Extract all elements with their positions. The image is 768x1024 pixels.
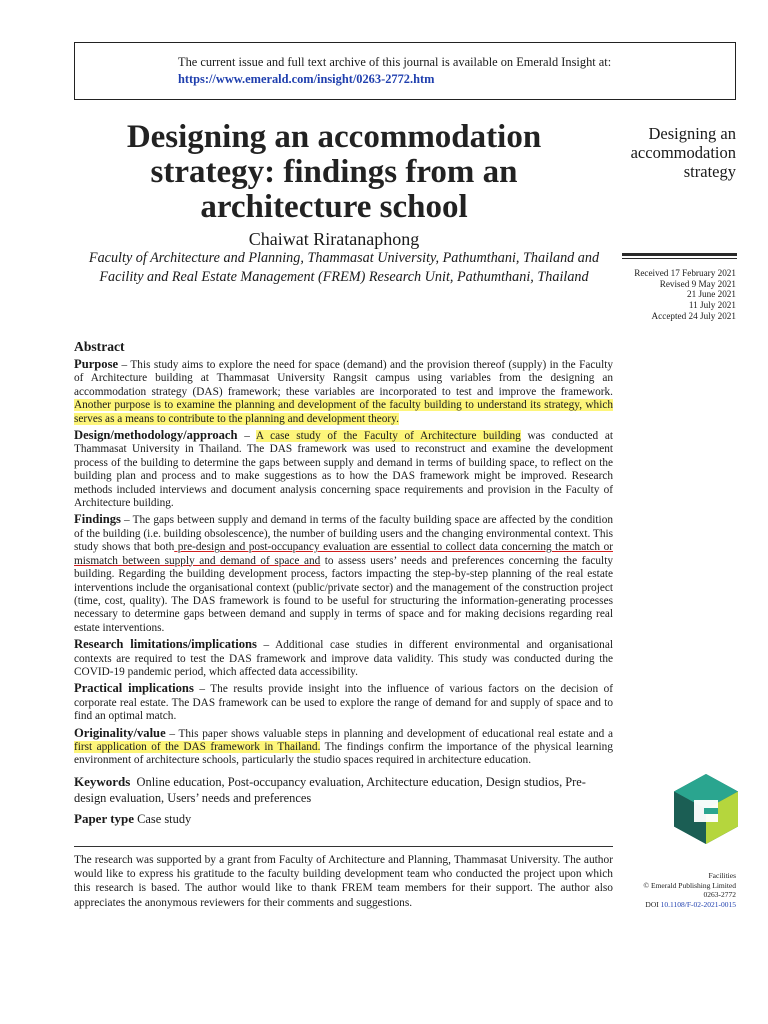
journal-info bbox=[596, 871, 736, 909]
publisher: © Emerald Publishing Limited bbox=[643, 880, 736, 890]
abstract-purpose bbox=[74, 358, 613, 426]
abstract-design bbox=[74, 429, 613, 510]
revised-date-3: 11 July 2021 bbox=[688, 300, 736, 311]
purpose-label: Purpose bbox=[74, 357, 119, 371]
findings-underlined: pre-design and post-occupancy evaluation are essential to collect data concerning the match or mismatch between supply and demand of space and bbox=[74, 541, 613, 567]
accepted-date: Accepted 24 July 2021 bbox=[651, 310, 736, 321]
keywords-text: Online education, Post-occupancy evaluation, Architecture education, Design studios, Pre-design evaluation, Users’ needs and preferences bbox=[74, 775, 586, 805]
originality-label: Originality/value bbox=[74, 725, 166, 740]
limitations-label: Research limitations/implications bbox=[74, 637, 257, 652]
revised-date-2: 21 June 2021 bbox=[687, 289, 736, 300]
abstract-heading: Abstract bbox=[74, 339, 125, 354]
design-text: was conducted at Thammasat University in Thailand. The DAS framework was used to reconstruct and examine the development process of the building to determine the gaps between supply and demand in terms of building space, to reflect on the building plan and process and to make suggestions as to how the DAS framework might be improved. Research methods included interviews and document analysis concerning space requirements and provision in the Faculty of Architecture building. bbox=[74, 430, 613, 510]
purpose-text: – This study aims to explore the need for space (demand) and the provision thereof (supply) in the Faculty of Architecture building at Thammasat University Rangsit campus using variables from the designing an accommodation strategy (DAS) framework; these variables are incorporated to test and improve the framework. bbox=[74, 359, 613, 398]
paper-type-label: Paper type bbox=[74, 811, 135, 826]
emerald-publishing-logo-icon bbox=[674, 774, 738, 844]
article-title: Designing an accommodation strategy: findings from an architecture school bbox=[126, 119, 542, 225]
doi-link[interactable]: 10.1108/F-02-2021-0015 bbox=[660, 899, 736, 909]
notice-text: The current issue and full text archive of this journal is available on Emerald Insight at: bbox=[178, 55, 612, 69]
author-affiliation: Faculty of Architecture and Planning, Thammasat University, Pathumthani, Thailand and Facility and Real Estate Management (FREM) Research Unit, Pathumthani, Thailand bbox=[88, 250, 600, 285]
doi-line bbox=[596, 900, 736, 910]
sidebar-rule-top bbox=[622, 253, 737, 256]
design-label: Design/methodology/approach bbox=[74, 428, 238, 443]
article-history bbox=[596, 268, 736, 322]
practical-text: – The results provide insight into the influence of various factors on the decision of corporate real estate. The DAS framework can be used to explore the range of demand for and supply of space and to find an optimal match. bbox=[74, 683, 613, 723]
journal-availability-notice bbox=[74, 42, 736, 100]
design-dash: – bbox=[237, 430, 256, 443]
funding-acknowledgement: The research was supported by a grant from Faculty of Architecture and Planning, Thammasat University. The author would like to express his gratitude to the faculty building development team who conducted the project upon which this research is based. The author would like to thank FREM team members for their support. The author also appreciates the anonymous reviewers for their comments and suggestions. bbox=[74, 854, 613, 909]
paper-type-value: Case study bbox=[137, 812, 192, 826]
originality-highlight: first application of the DAS framework in Thailand. bbox=[74, 740, 321, 753]
revised-date-1: Revised 9 May 2021 bbox=[659, 278, 736, 289]
keywords bbox=[74, 774, 613, 806]
author-name: Chaiwat Riratanaphong bbox=[248, 229, 420, 249]
findings-text-a: – The gaps between supply and demand in terms of the faculty building space are affected by the condition of the building (i.e. building obsolescence), the number of building users and the changing environmental context. This study shows that both bbox=[74, 514, 613, 554]
sidebar-rule-thin bbox=[622, 258, 737, 259]
issn: 0263-2772 bbox=[703, 890, 736, 899]
originality-text-b: The findings confirm the importance of the physical learning environment of architecture schools, particularly the studio spaces required in architecture education. bbox=[74, 740, 613, 767]
received-date: Received 17 February 2021 bbox=[634, 268, 736, 278]
findings-text-b: to assess users’ needs and preferences concerning the faculty building. Regarding the building development process, factors impacting the step-by-step planning of the real estate interventions include the organisational context (public/private sector) and the management of the construction project (time, cost, quality). The DAS framework is found to be useful for structuring the information-generating processes necessary to determine gaps between demand and supply in terms of space and for making decisions regarding real estate interventions. bbox=[74, 554, 613, 634]
footnote-divider bbox=[74, 846, 613, 847]
abstract-section bbox=[74, 339, 613, 771]
abstract-findings bbox=[74, 513, 613, 635]
design-highlight: A case study of the Faculty of Architecture building bbox=[255, 430, 521, 443]
findings-label: Findings bbox=[74, 512, 121, 527]
paper-type bbox=[74, 811, 191, 827]
doi-label: DOI bbox=[645, 899, 659, 909]
journal-url-link[interactable]: https://www.emerald.com/insight/0263-2772.htm bbox=[178, 72, 435, 86]
limitations-text: – Additional case studies in different environmental and organisational contexts are required to test the DAS framework and improve data validity. This study was conducted during the COVID-19 pandemic period, which affected data accessibility. bbox=[74, 639, 613, 678]
purpose-highlight: Another purpose is to examine the planning and development of the faculty building to understand its strategy, which serves as a means to contribute to the planning and development theory. bbox=[74, 399, 613, 425]
abstract-practical bbox=[74, 682, 613, 723]
originality-text-a: – This paper shows valuable steps in planning and development of educational real estate and a bbox=[165, 727, 613, 740]
abstract-limitations bbox=[74, 638, 613, 679]
journal-name: Facilities bbox=[708, 871, 736, 880]
running-title: Designing an accommodation strategy bbox=[630, 124, 736, 181]
abstract-originality bbox=[74, 727, 613, 768]
practical-label: Practical implications bbox=[74, 681, 194, 696]
keywords-label: Keywords bbox=[74, 774, 131, 789]
